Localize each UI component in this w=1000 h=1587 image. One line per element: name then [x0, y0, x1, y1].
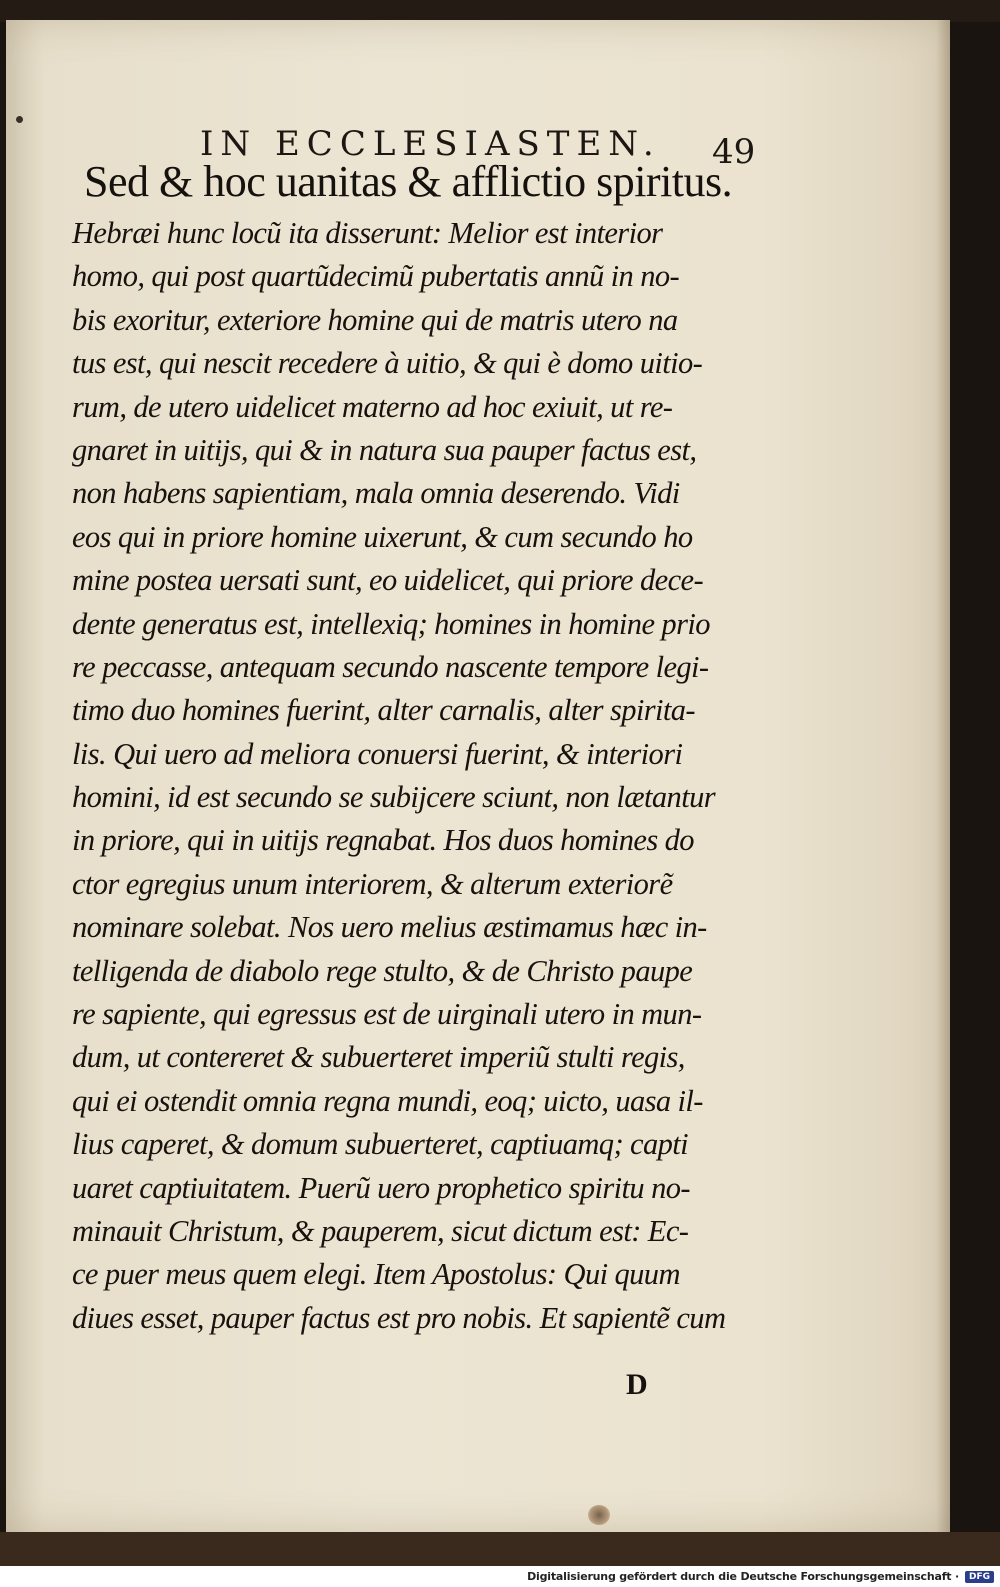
scan-background-top: [0, 0, 1000, 22]
text-line: lius caperet, & domum subuerteret, captiuamq; capti: [72, 1127, 689, 1162]
text-line: nominare solebat. Nos uero melius æstimamus hæc in-: [72, 910, 707, 945]
text-line: homo, qui post quartũdecimũ pubertatis annũ in no-: [72, 259, 680, 294]
text-line: ctor egregius unum interiorem, & alterum exteriorẽ: [72, 866, 673, 901]
paper-stain: [588, 1505, 610, 1525]
digitization-credit-bar: [0, 1566, 1000, 1587]
text-line: timo duo homines fuerint, alter carnalis, alter spirita-: [72, 693, 695, 728]
text-line: diues esset, pauper factus est pro nobis. Et sapientẽ cum: [72, 1300, 726, 1335]
scan-background-bottom: [0, 1532, 1000, 1566]
text-line: gnaret in uitijs, qui & in natura sua pauper factus est,: [72, 432, 697, 467]
dfg-logo: DFG: [965, 1571, 994, 1583]
text-line: homini, id est secundo se subijcere sciunt, non lætantur: [72, 780, 715, 815]
text-line: qui ei ostendit omnia regna mundi, eoq; uicto, uasa il-: [72, 1083, 703, 1118]
text-line: lis. Qui uero ad meliora conuersi fuerint, & interiori: [72, 736, 683, 771]
text-line: mine postea uersati sunt, eo uidelicet, qui priore dece-: [72, 563, 704, 598]
text-line: telligenda de diabolo rege stulto, & de Christo paupe: [72, 953, 693, 988]
text-line: uaret captiuitatem. Puerũ uero prophetico spiritu no-: [72, 1170, 690, 1205]
text-line: in priore, qui in uitijs regnabat. Hos duos homines do: [72, 823, 694, 858]
text-line: bis exoritur, exteriore homine qui de matris utero na: [72, 302, 678, 337]
text-line: tus est, qui nescit recedere à uitio, & qui è domo uitio-: [72, 346, 703, 381]
body-text: [72, 212, 752, 1340]
text-line: re sapiente, qui egressus est de uirginali utero in mun-: [72, 997, 702, 1032]
text-line: ce puer meus quem elegi. Item Apostolus: Qui quum: [72, 1257, 680, 1292]
text-line: Hebræi hunc locũ ita disserunt: Melior est interior: [72, 216, 663, 250]
text-line: dente generatus est, intellexiq; homines in homine prio: [72, 606, 710, 641]
digitization-credit-text: Digitalisierung gefördert durch die Deutsche Forschungsgemeinschaft ·: [527, 1570, 959, 1583]
page-edge-shadow: [936, 20, 950, 1532]
text-line: eos qui in priore homine uixerunt, & cum secundo ho: [72, 519, 693, 554]
text-line: non habens sapientiam, mala omnia deserendo. Vidi: [72, 476, 680, 511]
running-head: IN ECCLESIASTEN.: [200, 124, 661, 164]
text-line: minauit Christum, & pauperem, sicut dictum est: Ec-: [72, 1213, 689, 1248]
text-line: re peccasse, antequam secundo nascente tempore legi-: [72, 649, 709, 684]
section-subtitle: Sed & hoc uanitas & afflictio spiritus.: [84, 157, 733, 206]
text-line: rum, de utero uidelicet materno ad hoc exiuit, ut re-: [72, 389, 673, 424]
text-line: dum, ut contereret & subuerteret imperiũ stulti regis,: [72, 1040, 685, 1075]
catchword: D: [626, 1368, 648, 1401]
page-number: 49: [712, 132, 756, 172]
